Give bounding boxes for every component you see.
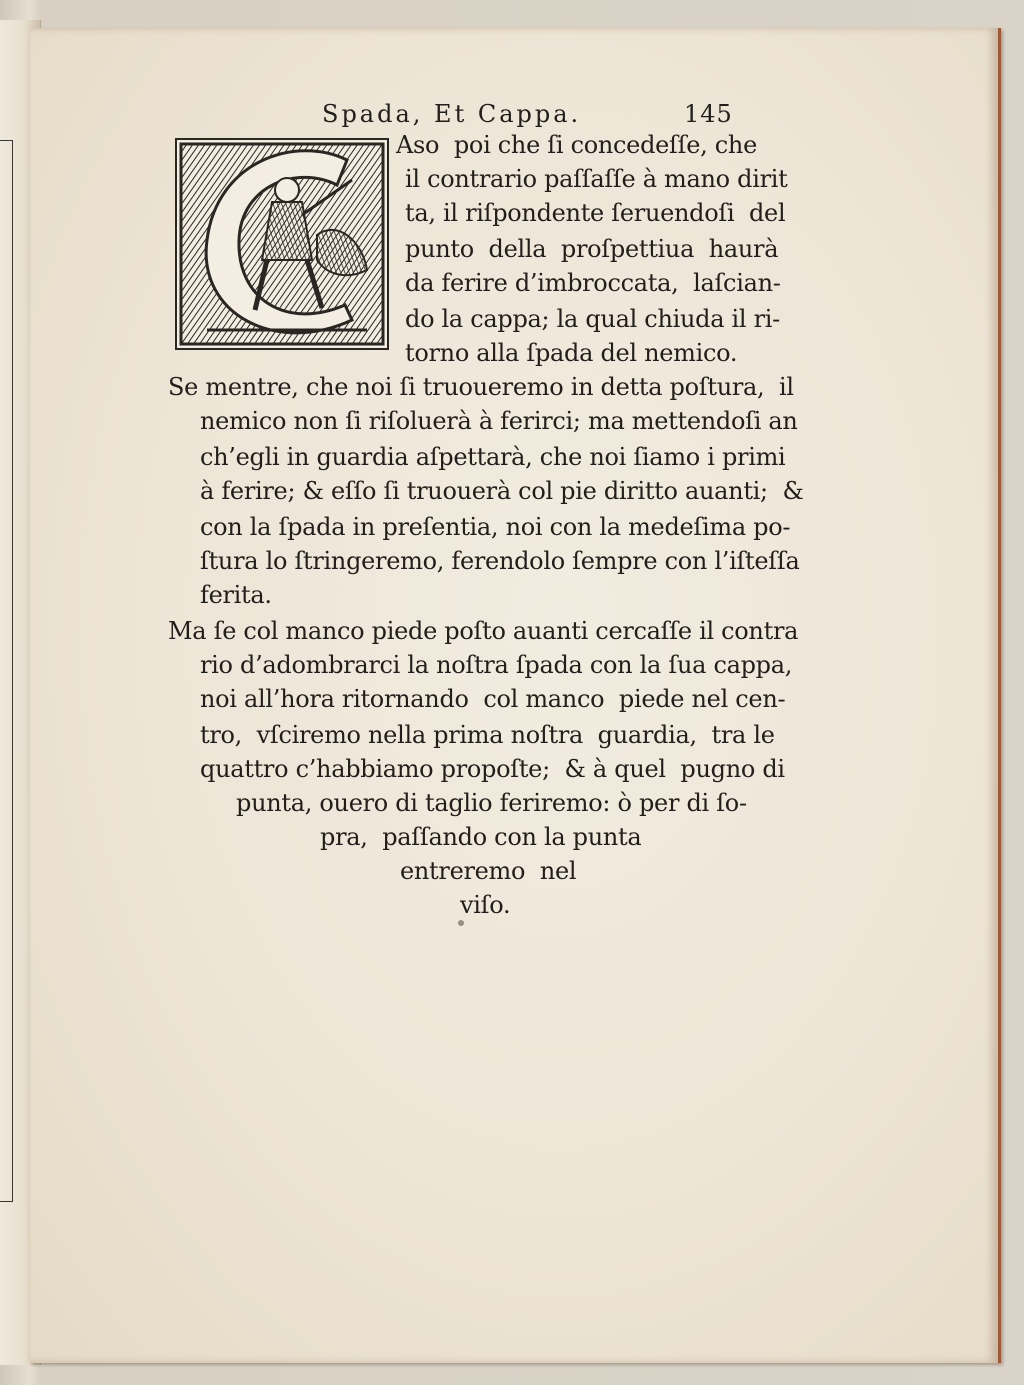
decorated-initial bbox=[175, 138, 389, 350]
text-line-4: punto della proſpettiua haurà bbox=[405, 235, 779, 263]
ink-mark bbox=[458, 920, 464, 926]
text-line-21: pra, paſſando con la punta bbox=[320, 823, 642, 851]
page-number: 145 bbox=[684, 100, 733, 128]
text-line-9: nemico non ſi riſoluerà à ferirci; ma mettendoſi an bbox=[200, 407, 798, 435]
text-line-19: quattro c’habbiamo propoſte; & à quel pugno di bbox=[200, 755, 785, 783]
text-line-23: viſo. bbox=[460, 891, 511, 919]
text-line-10: ch’egli in guardia aſpettarà, che noi ſiamo i primi bbox=[200, 443, 786, 471]
text-line-22: entreremo nel bbox=[400, 857, 577, 885]
text-line-7: torno alla ſpada del nemico. bbox=[405, 339, 738, 367]
text-line-6: do la cappa; la qual chiuda il ri- bbox=[405, 305, 780, 333]
text-line-13: ſtura lo ſtringeremo, ferendolo ſempre con l’iſteſſa bbox=[200, 547, 800, 575]
text-line-2: il contrario paſſaſſe à mano dirit bbox=[405, 165, 788, 193]
running-title: Spada, Et Cappa. bbox=[322, 100, 582, 128]
text-line-15: Ma ſe col manco piede poſto auanti cercaſſe il contra bbox=[168, 617, 799, 645]
text-line-17: noi all’hora ritornando col manco piede nel cen- bbox=[200, 685, 786, 713]
text-line-12: con la ſpada in preſentia, noi con la medeſima po- bbox=[200, 513, 791, 541]
text-line-5: da ferire d’imbroccata, laſcian- bbox=[405, 269, 781, 297]
text-line-18: tro, vſciremo nella prima noſtra guardia, tra le bbox=[200, 721, 775, 749]
text-line-16: rio d’adombrarci la noſtra ſpada con la ſua cappa, bbox=[200, 651, 793, 679]
text-line-11: à ferire; & eſſo ſi truouerà col pie diritto auanti; & bbox=[200, 477, 804, 505]
text-line-1: Aso poi che ſi concedeſſe, che bbox=[396, 131, 757, 159]
woodcut-initial-c-icon bbox=[177, 140, 387, 348]
text-line-20: punta, ouero di taglio feriremo: ò per di ſo- bbox=[236, 789, 747, 817]
text-line-14: ferita. bbox=[200, 581, 272, 609]
text-line-3: ta, il riſpondente ſeruendoſi del bbox=[405, 199, 786, 227]
text-line-8: Se mentre, che noi ſi truoueremo in detta poſtura, il bbox=[168, 373, 794, 401]
previous-page-frame bbox=[0, 140, 13, 1202]
